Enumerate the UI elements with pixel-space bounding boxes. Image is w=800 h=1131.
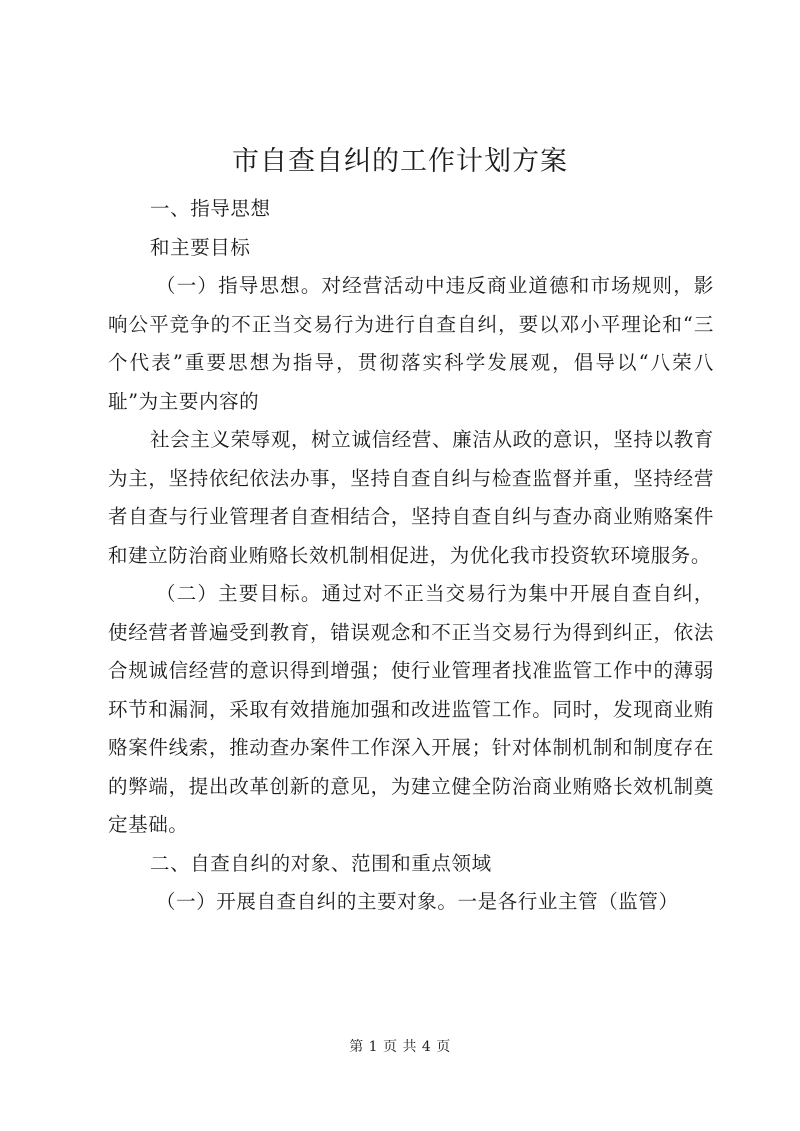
document-body <box>108 190 714 922</box>
page-number-footer: 第 1 页 共 4 页 <box>349 1039 451 1055</box>
paragraph-guiding-ideology: （一）指导思想。对经营活动中违反商业道德和市场规则，影响公平竞争的不正当交易行为进行自查自纠，要以邓小平理论和“三个代表”重要思想为指导，贯彻落实科学发展观，倡导以“八荣八耻”为主要内容的 <box>108 274 714 413</box>
document-title: 市自查自纠的工作计划方案 <box>232 146 568 177</box>
paragraph-main-goals: （二）主要目标。通过对不正当交易行为集中开展自查自纠，使经营者普遍受到教育，错误观念和不正当交易行为得到纠正，依法合规诚信经营的意识得到增强；使行业管理者找准监管工作中的薄弱环节和漏洞，采取有效措施加强和改进监管工作。同时，发现商业贿赂案件线索，推动查办案件工作深入开展；针对体制机制和制度存在的弊端，提出改革创新的意见，为建立健全防治商业贿赂长效机制奠定基础。 <box>108 582 714 836</box>
section-heading-1-continued: 和主要目标 <box>150 235 251 259</box>
paragraph-guiding-ideology-continued: 社会主义荣辱观，树立诚信经营、廉洁从政的意识，坚持以教育为主，坚持依纪依法办事，坚持自查自纠与检查监督并重，坚持经营者自查与行业管理者自查相结合，坚持自查自纠与查办商业贿赂案件和建立防治商业贿赂长效机制相促进，为优化我市投资软环境服务。 <box>108 428 714 567</box>
section-heading-2: 二、自查自纠的对象、范围和重点领域 <box>150 851 492 875</box>
paragraph-main-objects: （一）开展自查自纠的主要对象。一是各行业主管（监管） <box>156 890 679 913</box>
section-heading-1: 一、指导思想 <box>150 197 271 220</box>
